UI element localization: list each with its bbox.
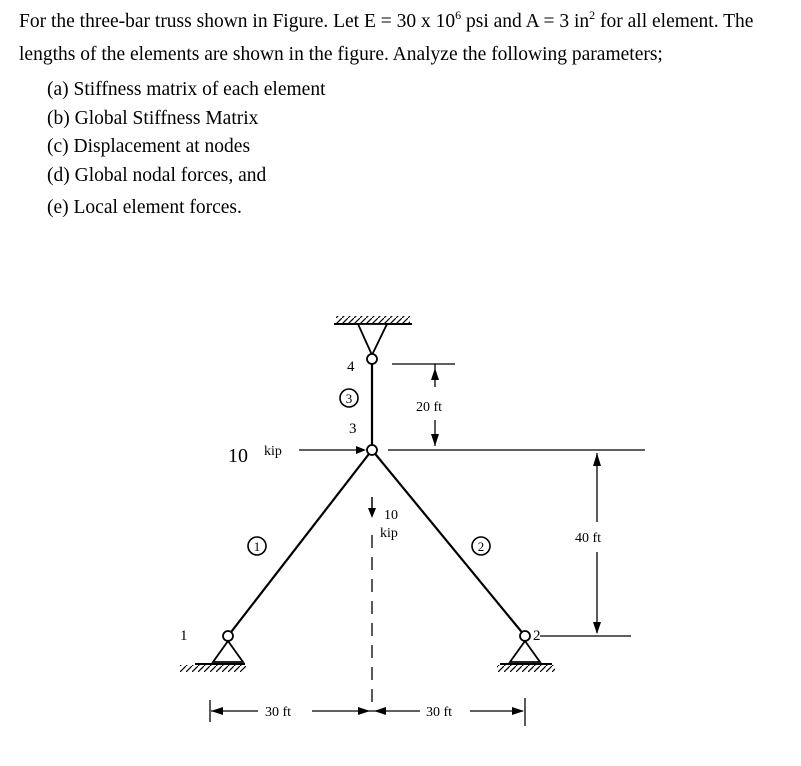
node-label-1: 1: [180, 628, 188, 644]
vertical-load-value: 10: [384, 508, 398, 523]
element-2-bar: [372, 450, 525, 636]
element-label-2-text: 2: [477, 539, 485, 554]
intro-text-2: psi and A = 3 in: [461, 11, 590, 32]
intro-text-1: For the three-bar truss shown in Figure. Let E = 30 x 10: [19, 11, 456, 32]
part-c: (c) Displacement at nodes: [47, 136, 251, 157]
vertical-load-unit: kip: [380, 526, 398, 541]
node-3-pin: [367, 445, 377, 455]
dimension-right-30ft-label: 30 ft: [426, 705, 453, 720]
element-label-2: [472, 537, 490, 555]
part-d: (d) Global nodal forces, and: [47, 164, 267, 186]
node-4-pin: [367, 354, 377, 364]
part-a: (a) Stiffness matrix of each element: [47, 79, 326, 100]
element-label-1: [248, 537, 266, 555]
horizontal-load-value: 10: [228, 445, 248, 467]
node-label-3: 3: [349, 421, 357, 437]
right-support: [497, 631, 555, 672]
dimension-bottom: [210, 698, 525, 726]
vertical-load: [368, 497, 398, 541]
dimension-20ft: [388, 364, 645, 450]
a-exponent: 2: [589, 7, 596, 22]
horizontal-load-unit: kip: [264, 444, 282, 459]
node-label-2: 2: [533, 628, 541, 644]
element-label-3-text: 3: [345, 391, 353, 406]
element-label-1-text: 1: [253, 539, 261, 554]
dimension-40ft: [540, 453, 631, 636]
ceiling-support: [334, 316, 412, 355]
dimension-left-30ft-label: 30 ft: [265, 705, 292, 720]
e-exponent: 6: [455, 7, 462, 22]
part-b: (b) Global Stiffness Matrix: [47, 107, 259, 129]
horizontal-load: [228, 444, 366, 467]
element-label-3: [340, 389, 358, 407]
dimension-40ft-label: 40 ft: [575, 531, 602, 546]
intro-text-3: for all element. The lengths of the elements are shown in the figure. Analyze the following parameters;: [19, 11, 754, 65]
node-label-4: 4: [347, 359, 355, 375]
left-support: [180, 631, 246, 672]
dimension-20ft-label: 20 ft: [416, 400, 443, 415]
part-e: (e) Local element forces.: [47, 197, 242, 218]
